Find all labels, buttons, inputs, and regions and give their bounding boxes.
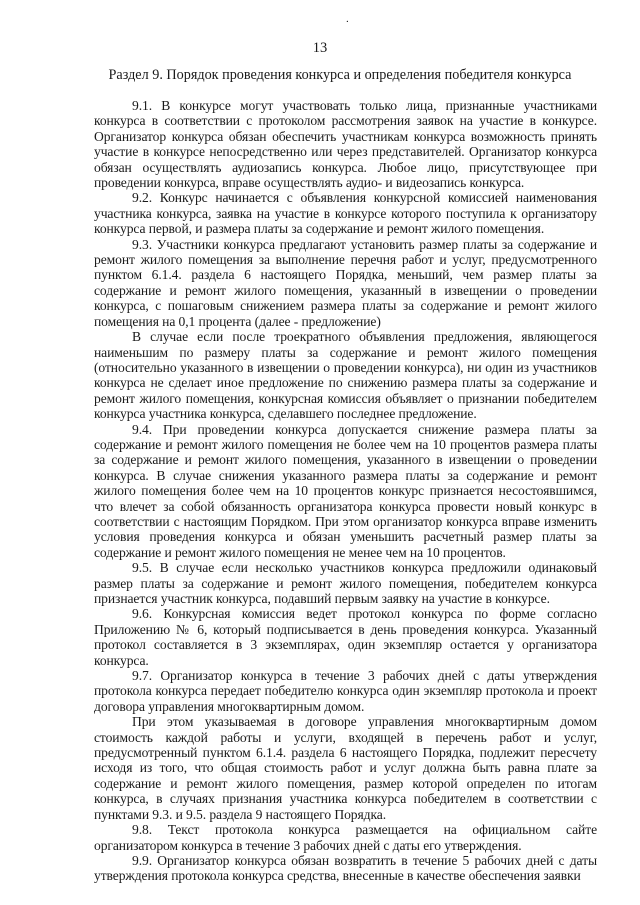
document-body xyxy=(94,98,597,884)
paragraph-9-2: 9.2. Конкурс начинается с объявления конкурсной комиссией наименования участника конкурса, заявка на участие в конкурсе которого поступила к организатору конкурса первой, и размера платы за содержание и ремонт жилого помещения. xyxy=(94,190,597,237)
paragraph-9-1: 9.1. В конкурсе могут участвовать только лица, признанные участниками конкурса в соответствии с протоколом рассмотрения заявок на участие в конкурсе. Организатор конкурса обязан обеспечить участникам конкурса возможность принять участие в конкурсе непосредственно или через представителей. Организатор конкурса обязан осуществлять аудиозапись конкурса. Любое лицо, присутствующее при проведении конкурса, вправе осуществлять аудио- и видеозапись конкурса. xyxy=(94,98,597,191)
paragraph-9-3-continued: В случае если после троекратного объявления предложения, являющегося наименьшим по размеру платы за содержание и ремонт жилого помещения (относительно указанного в извещении о проведении конкурса), ни один из участников конкурса не сделает иное предложение по снижению размера платы за содержание и ремонт жилого помещения, конкурсная комиссия объявляет о признании победителем конкурса участника конкурса, сделавшего последнее предложение. xyxy=(94,329,597,422)
paragraph-9-9: 9.9. Организатор конкурса обязан возвратить в течение 5 рабочих дней с даты утверждения протокола конкурса средства, внесенные в качестве обеспечения заявки xyxy=(94,852,597,884)
paragraph-9-8: 9.8. Текст протокола конкурса размещается на официальном сайте организатором конкурса в течение 3 рабочих дней с даты его утверждения. xyxy=(94,822,597,853)
paragraph-9-7-continued: При этом указываемая в договоре управления многоквартирным домом стоимость каждой работы и услуги, входящей в перечень работ и услуг, предусмотренный пунктом 6.1.4. раздела 6 настоящего Порядка, подлежит пересчету исходя из того, что общая стоимость работ и услуг должна быть равна плате за содержание и ремонт жилого помещения, размер которой определен по итогам конкурса, в случаях признания участника конкурса победителем в соответствии с пунктами 9.3. и 9.5. раздела 9 настоящего Порядка. xyxy=(94,714,597,822)
paragraph-9-5: 9.5. В случае если несколько участников конкурса предложили одинаковый размер платы за содержание и ремонт жилого помещения, победителем конкурса признается участник конкурса, подавший первым заявку на участие в конкурсе. xyxy=(94,560,597,606)
paragraph-9-4: 9.4. При проведении конкурса допускается снижение размера платы за содержание и ремонт жилого помещения не более чем на 10 процентов размера платы за содержание и ремонт жилого помещения, указанного в извещении о проведении конкурса. В случае снижения указанного размера платы за содержание и ремонт жилого помещения более чем на 10 процентов конкурс признается несостоявшимся, что влечет за собой обязанность организатора конкурса провести новый конкурс в соответствии с настоящим Порядком. При этом организатор конкурса вправе изменить условия проведения конкурса и обязан уменьшить расчетный размер платы за содержание и ремонт жилого помещения не менее чем на 10 процентов. xyxy=(94,421,597,560)
page-number: 13 xyxy=(312,40,328,56)
section-title: Раздел 9. Порядок проведения конкурса и определения победителя конкурса xyxy=(108,67,572,83)
paragraph-9-7: 9.7. Организатор конкурса в течение 3 рабочих дней с даты утверждения протокола конкурса передает победителю конкурса один экземпляр протокола и проект договора управления многоквартирным домом. xyxy=(94,668,597,714)
paragraph-9-6: 9.6. Конкурсная комиссия ведет протокол конкурса по форме согласно Приложению № 6, который подписывается в день проведения конкурса. Указанный протокол составляется в 3 экземплярах, один экземпляр остается у организатора конкурса. xyxy=(94,606,597,668)
top-mark: . xyxy=(346,13,349,25)
paragraph-9-3: 9.3. Участники конкурса предлагают установить размер платы за содержание и ремонт жилого помещения за выполнение перечня работ и услуг, предусмотренного пунктом 6.1.4. раздела 6 настоящего Порядка, меньший, чем размер платы за содержание и ремонт жилого помещения, указанный в извещении о проведении конкурса, с пошаговым снижением размера платы за содержание и ремонт жилого помещения на 0,1 процента (далее - предложение) xyxy=(94,236,597,329)
